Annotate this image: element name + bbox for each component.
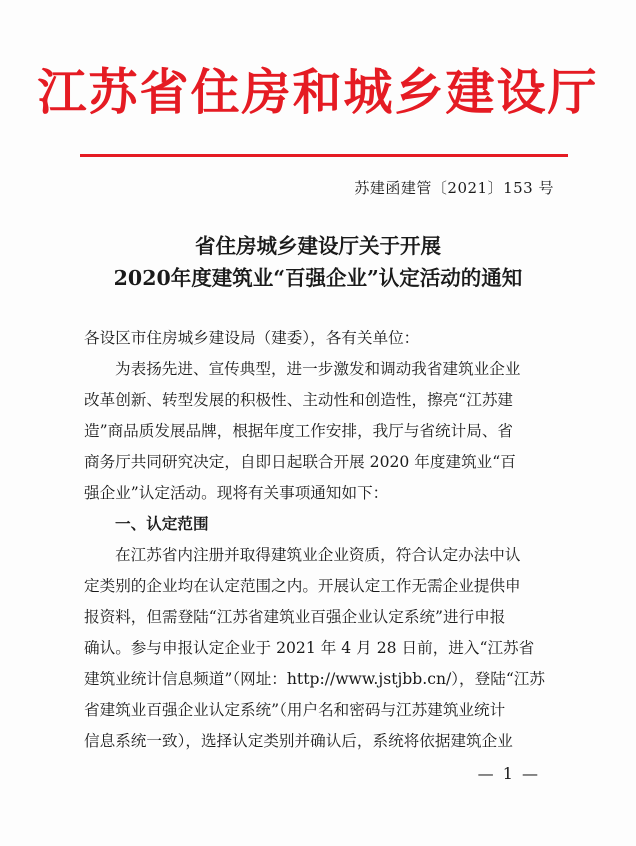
section-heading: 一、认定范围	[115, 515, 209, 533]
paragraph-line: 改革创新、转型发展的积极性、主动性和创造性，擦亮“江苏建	[84, 391, 514, 409]
document-title-line-2: 2020年度建筑业“百强企业”认定活动的通知	[113, 266, 523, 290]
salutation: 各设区市住房城乡建设局（建委），各有关单位：	[84, 329, 420, 347]
paragraph-line: 建筑业统计信息频道”（网址：http://www.jstjbb.cn/），登陆“江苏	[84, 670, 545, 688]
masthead-red-rule	[80, 154, 568, 157]
paragraph-line: 在江苏省内注册并取得建筑业企业资质，符合认定办法中认	[115, 546, 521, 564]
masthead-title: 江苏省住房和城乡建设厅	[37, 63, 599, 121]
paragraph-line: 定类别的企业均在认定范围之内。开展认定工作无需企业提供申	[84, 577, 521, 595]
document-number: 苏建函建管〔2021〕153 号	[354, 179, 554, 197]
paragraph-line: 确认。参与申报认定企业于 2021 年 4 月 28 日前，进入“江苏省	[84, 639, 535, 657]
document-title-line-1: 省住房城乡建设厅关于开展	[195, 234, 441, 258]
paragraph-line: 省建筑业百强企业认定系统”（用户名和密码与江苏建筑业统计	[84, 701, 506, 719]
page-number: — 1 —	[477, 764, 540, 783]
paragraph-line: 造”商品质发展品牌，根据年度工作安排，我厅与省统计局、省	[84, 422, 514, 440]
paragraph-line: 为表扬先进、宣传典型，进一步激发和调动我省建筑业企业	[115, 360, 521, 378]
paragraph-line: 信息系统一致），选择认定类别并确认后，系统将依据建筑企业	[84, 732, 513, 750]
paragraph-line: 报资料，但需登陆“江苏省建筑业百强企业认定系统”进行申报	[84, 608, 506, 626]
paragraph-line: 商务厅共同研究决定，自即日起联合开展 2020 年度建筑业“百	[84, 453, 516, 471]
paragraph-line: 强企业”认定活动。现将有关事项通知如下：	[84, 484, 389, 502]
